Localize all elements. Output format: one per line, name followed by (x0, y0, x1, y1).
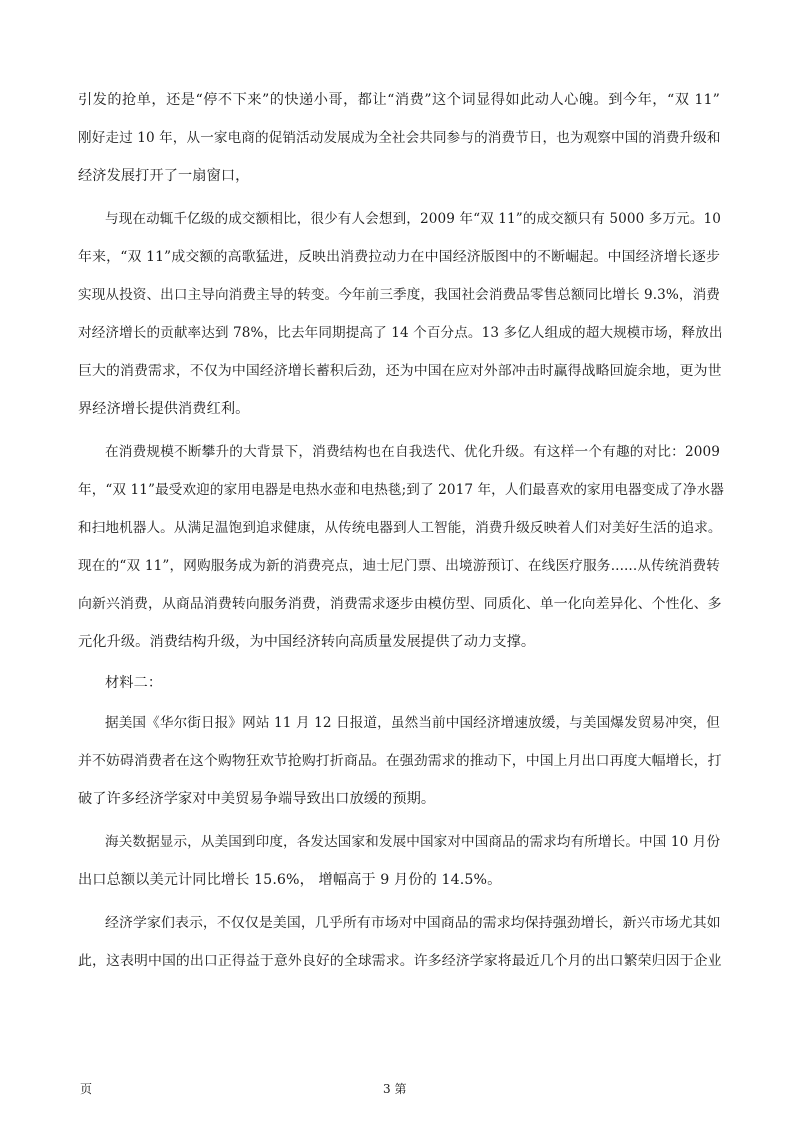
text-line: 经济发展打开了一扇窗口， (78, 168, 250, 184)
text-line: 此，这表明中国的出口正得益于意外良好的全球需求。许多经济学家将最近几个月的出口繁荣归因于企业 (78, 953, 722, 969)
text-line: 并不妨碍消费者在这个购物狂欢节抢购打折商品。在强劲需求的推动下，中国上月出口再度大幅增长，打 (78, 753, 722, 769)
text-line: 引发的抢单，还是“停不下来”的快递小哥，都让“消费”这个词显得如此动人心魄。到今年，“双 11” (78, 92, 720, 108)
text-line: 破了许多经济学家对中美贸易争端导致出口放缓的预期。 (78, 791, 436, 807)
text-line: 年来，“双 11”成交额的高歌猛进，反映出消费拉动力在中国经济版图中的不断崛起。中国经济增长逐步 (78, 249, 720, 265)
text-line: 经济学家们表示，不仅仅是美国，几乎所有市场对中国商品的需求均保持强劲增长，新兴市场尤其如 (105, 915, 721, 931)
text-line: 在消费规模不断攀升的大背景下，消费结构也在自我迭代、优化升级。有这样一个有趣的对比：2009 (105, 444, 720, 460)
text-line: 现在的“双 11”，网购服务成为新的消费亮点，迪士尼门票、出境游预订、在线医疗服务......从传统消费转 (78, 558, 720, 574)
text-line: 界经济增长提供消费红利。 (78, 401, 250, 417)
page-footer-label: 页 (80, 1082, 93, 1096)
text-line: 实现从投资、出口主导向消费主导的转变。今年前三季度，我国社会消费品零售总额同比增长 9.3%，消费 (78, 287, 720, 303)
text-line: 元化升级。消费结构升级，为中国经济转向高质量发展提供了动力支撑。 (78, 634, 536, 650)
text-line: 巨大的消费需求，不仅为中国经济增长蓄积后劲，还为中国在应对外部冲击时赢得战略回旋余地，更为世 (78, 363, 722, 379)
text-line: 和扫地机器人。从满足温饱到追求健康，从传统电器到人工智能，消费升级反映着人们对美好生活的追求。 (78, 520, 722, 536)
page-number: 3 第 (383, 1082, 407, 1096)
text-line: 海关数据显示，从美国到印度，各发达国家和发展中国家对中国商品的需求均有所增长。中国 10 月份 (105, 834, 721, 850)
text-line: 与现在动辄千亿级的成交额相比，很少有人会想到，2009 年“双 11”的成交额只有 5000 多万元。10 (105, 211, 722, 227)
text-line: 刚好走过 10 年，从一家电商的促销活动发展成为全社会共同参与的消费节日，也为观察中国的消费升级和 (78, 130, 721, 146)
text-line: 出口总额以美元计同比增长 15.6%， 增幅高于 9 月份的 14.5%。 (78, 872, 502, 888)
text-line: 对经济增长的贡献率达到 78%，比去年同期提高了 14 个百分点。13 多亿人组成的超大规模市场，释放出 (78, 325, 723, 341)
text-line: 向新兴消费，从商品消费转向服务消费，消费需求逐步由模仿型、同质化、单一化向差异化、个性化、多 (78, 596, 722, 612)
section-heading: 材料二： (105, 675, 163, 691)
text-line: 年，“双 11”最受欢迎的家用电器是电热水壶和电热毯;到了 2017 年，人们最喜欢的家用电器变成了净水器 (78, 482, 724, 498)
text-line: 据美国《华尔街日报》网站 11 月 12 日报道，虽然当前中国经济增速放缓，与美国爆发贸易冲突，但 (105, 715, 720, 731)
